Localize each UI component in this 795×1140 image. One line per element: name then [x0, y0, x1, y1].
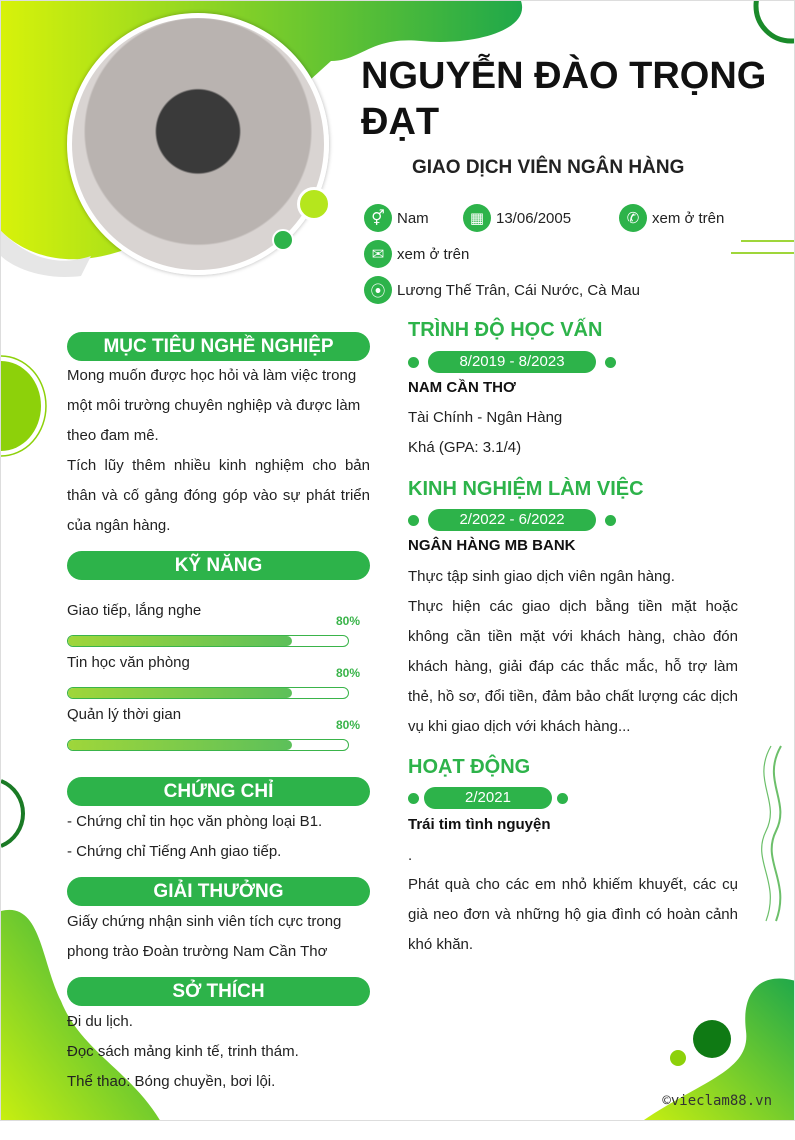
certificate-item: - Chứng chỉ Tiếng Anh giao tiếp. — [67, 843, 282, 860]
timeline-dot — [557, 793, 568, 804]
experience-period: 2/2022 - 6/2022 — [428, 509, 596, 531]
photo-accent-dot — [297, 187, 331, 221]
phone-icon: ✆ — [619, 204, 647, 232]
education-school: NAM CẦN THƠ — [408, 379, 516, 396]
skill-label: Tin học văn phòng — [67, 654, 190, 671]
timeline-dot — [408, 357, 419, 368]
location-pin-icon: ⦿ — [364, 276, 392, 304]
education-grade: Khá (GPA: 3.1/4) — [408, 439, 522, 456]
photo-accent-dot-small — [272, 229, 294, 251]
activity-name: Trái tim tình nguyện — [408, 816, 551, 833]
section-objective-header: MỤC TIÊU NGHỀ NGHIỆP — [67, 332, 370, 361]
timeline-dot — [605, 357, 616, 368]
mail-icon: ✉ — [364, 240, 392, 268]
hobby-item: Đi du lịch. — [67, 1013, 133, 1030]
section-skills-header: KỸ NĂNG — [67, 551, 370, 580]
timeline-dot — [605, 515, 616, 526]
experience-position: Thực tập sinh giao dịch viên ngân hàng. — [408, 568, 675, 585]
activity-period-row — [408, 787, 568, 809]
candidate-name: NGUYỄN ĐÀO TRỌNG ĐẠT — [361, 55, 767, 143]
calendar-icon: ▦ — [463, 204, 491, 232]
job-title: GIAO DỊCH VIÊN NGÂN HÀNG — [412, 157, 685, 178]
skill-bar-fill — [68, 740, 292, 750]
skill-bar — [67, 635, 349, 647]
phone-value: xem ở trên — [652, 209, 725, 227]
certificate-item: - Chứng chỉ tin học văn phòng loại B1. — [67, 813, 323, 830]
skill-bar-fill — [68, 688, 292, 698]
skill-bar — [67, 687, 349, 699]
skill-percent: 80% — [336, 614, 361, 628]
education-major: Tài Chính - Ngân Hàng — [408, 409, 563, 426]
skill-percent: 80% — [336, 666, 361, 680]
education-period-row — [408, 351, 616, 373]
section-certificates-header: CHỨNG CHỈ — [67, 777, 370, 806]
contact-phone — [619, 204, 724, 232]
activity-description: Phát quà cho các em nhỏ khiếm khuyết, các cụ già neo đơn và những hộ gia đình có hoàn cảnh khó khăn. — [408, 876, 738, 953]
activity-period: 2/2021 — [424, 787, 552, 809]
contact-address — [364, 276, 640, 304]
contact-birthday — [463, 204, 571, 232]
experience-period-row — [408, 509, 616, 531]
hobby-item: Đọc sách mảng kinh tế, trinh thám. — [67, 1043, 299, 1060]
education-period: 8/2019 - 8/2023 — [428, 351, 596, 373]
objective-text-1: Mong muốn được học hỏi và làm việc trong một môi trường chuyên nghiệp và được làm theo đam mê. — [67, 367, 361, 444]
hobby-item: Thể thao: Bóng chuyền, bơi lội. — [67, 1073, 276, 1090]
section-education-header: TRÌNH ĐỘ HỌC VẤN — [408, 319, 603, 341]
objective-text-2: Tích lũy thêm nhiều kinh nghiệm cho bản thân và cố gảng đóng góp vào sự phát triển của ngân hàng. — [67, 457, 370, 534]
activity-dot: . — [408, 847, 413, 864]
birthday-value: 13/06/2005 — [496, 209, 572, 227]
award-text: Giấy chứng nhận sinh viên tích cực trong phong trào Đoàn trường Nam Cần Thơ — [67, 913, 342, 960]
section-experience-header: KINH NGHIỆM LÀM VIỆC — [408, 478, 644, 500]
skill-bar-fill — [68, 636, 292, 646]
timeline-dot — [408, 515, 419, 526]
skill-label: Giao tiếp, lắng nghe — [67, 602, 202, 619]
gender-icon: ⚥ — [364, 204, 392, 232]
experience-description: Thực hiện các giao dịch bằng tiền mặt hoặc không cần tiền mặt với khách hàng, chào đón khách hàng, giải đáp các thắc mắc, hỗ trợ làm thẻ, hồ sơ, đổi tiền, đảm bảo chất lượng các dịch vụ khi giao dịch với khách hàng... — [408, 598, 738, 735]
section-activities-header: HOẠT ĐỘNG — [408, 756, 531, 778]
email-value: xem ở trên — [397, 245, 470, 263]
section-hobbies-header: SỞ THÍCH — [67, 977, 370, 1006]
skill-label: Quản lý thời gian — [67, 706, 182, 723]
contact-email — [364, 240, 469, 268]
contact-gender — [364, 204, 429, 232]
skill-percent: 80% — [336, 718, 361, 732]
timeline-dot — [408, 793, 419, 804]
address-value: Lương Thế Trân, Cái Nước, Cà Mau — [397, 281, 640, 299]
skill-bar — [67, 739, 349, 751]
watermark: ©vieclam88.vn — [662, 1093, 772, 1109]
gender-value: Nam — [397, 209, 429, 227]
experience-company: NGÂN HÀNG MB BANK — [408, 537, 576, 554]
section-awards-header: GIẢI THƯỞNG — [67, 877, 370, 906]
